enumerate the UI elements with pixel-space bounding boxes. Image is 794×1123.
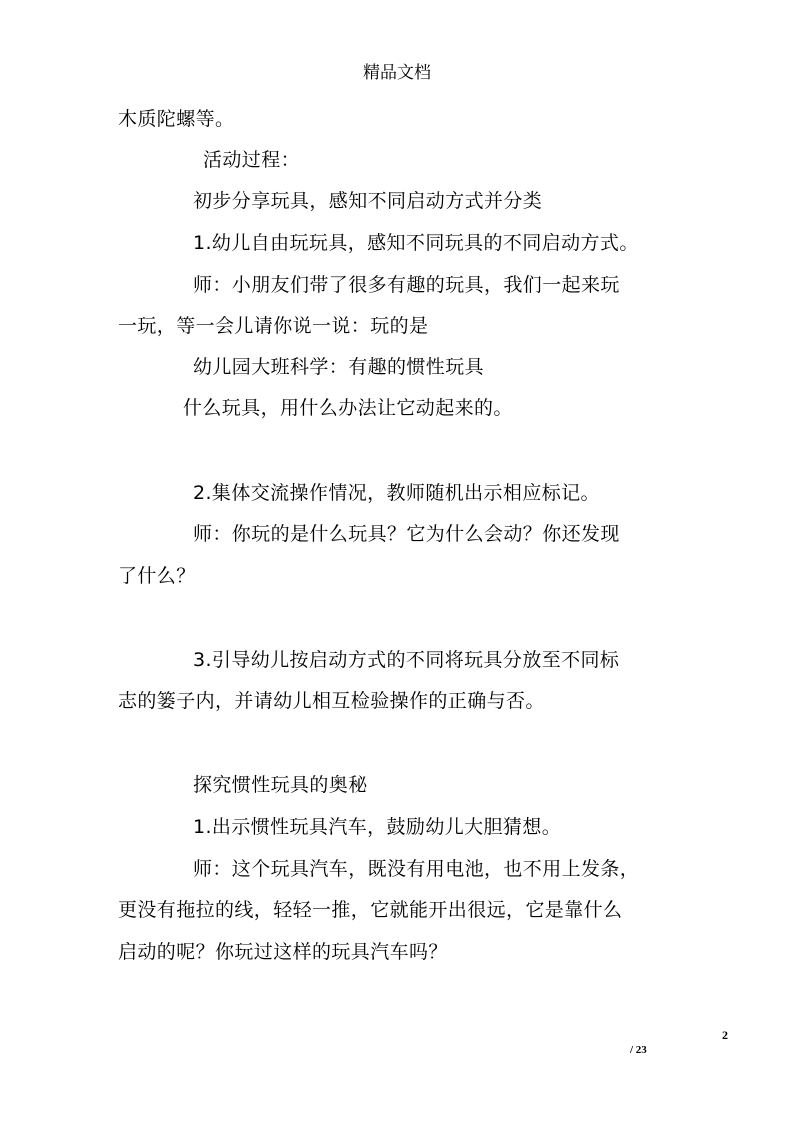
text-line: 木质陀螺等。 (118, 108, 235, 130)
text-line: 1.幼儿自由玩玩具，感知不同玩具的不同启动方式。 (193, 232, 639, 254)
text-line: 初步分享玩具，感知不同启动方式并分类 (193, 190, 543, 212)
document-header: 精品文档 (363, 63, 431, 83)
text-line: 探究惯性玩具的奥秘 (193, 774, 368, 796)
page-number: 2 (722, 1028, 728, 1042)
text-line: 师：你玩的是什么玩具？它为什么会动？你还发现 (193, 523, 620, 545)
text-line: 什么玩具，用什么办法让它动起来的。 (183, 397, 513, 419)
text-line: 启动的呢？你玩过这样的玩具汽车吗？ (118, 941, 448, 963)
text-line: 3.引导幼儿按启动方式的不同将玩具分放至不同标 (193, 649, 620, 671)
text-line: 更没有拖拉的线，轻轻一推，它就能开出很远，它是靠什么 (118, 899, 623, 921)
text-line: 1.出示惯性玩具汽车，鼓励幼儿大胆猜想。 (193, 816, 562, 838)
text-line: 活动过程： (203, 149, 301, 171)
text-line: 师：这个玩具汽车，既没有用电池，也不用上发条， (193, 858, 640, 880)
text-line: 2.集体交流操作情况，教师随机出示相应标记。 (193, 482, 600, 504)
page-total: / 23 (630, 1044, 647, 1056)
text-line: 了什么？ (118, 565, 196, 587)
text-line: 一玩，等一会儿请你说一说：玩的是 (118, 315, 429, 337)
text-line: 师：小朋友们带了很多有趣的玩具，我们一起来玩 (193, 274, 620, 296)
text-line: 幼儿园大班科学：有趣的惯性玩具 (193, 356, 485, 378)
text-line: 志的篓子内，并请幼儿相互检验操作的正确与否。 (118, 690, 545, 712)
